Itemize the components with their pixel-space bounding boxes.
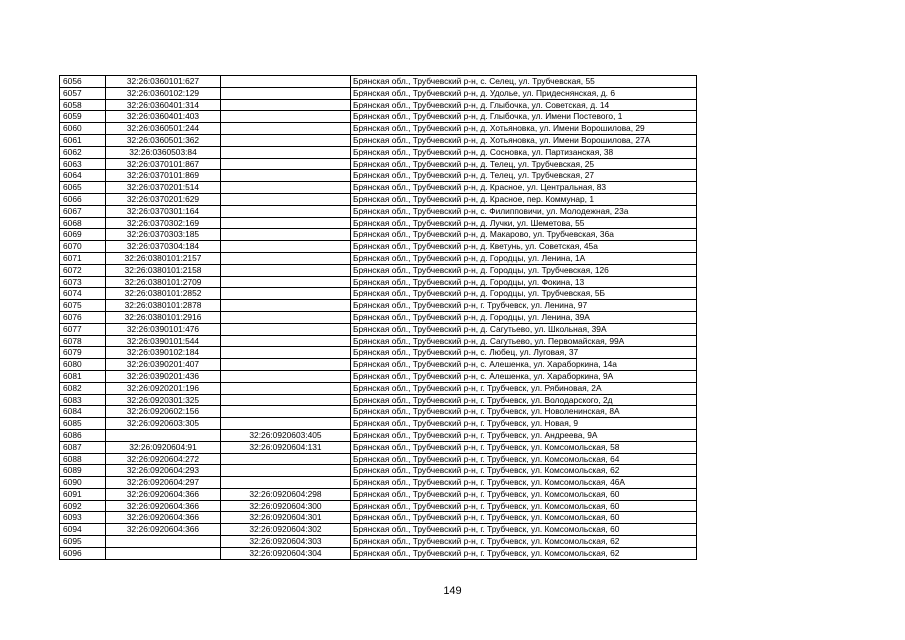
- address-cell: Брянская обл., Трубчевский р-н, г. Трубчевск, ул. Комсомольская, 62: [351, 536, 697, 548]
- related-cadastral-number-cell: [221, 300, 351, 312]
- property-table: [59, 75, 697, 560]
- address-cell: Брянская обл., Трубчевский р-н, с. Селец, ул. Трубчевская, 55: [351, 76, 697, 88]
- address-cell: Брянская обл., Трубчевский р-н, д. Удолье, ул. Придеснянская, д. 6: [351, 87, 697, 99]
- table-row: [60, 536, 697, 548]
- row-number-cell: 6089: [60, 465, 106, 477]
- related-cadastral-number-cell: [221, 276, 351, 288]
- table-row: [60, 146, 697, 158]
- cadastral-number-cell: 32:26:0380101:2878: [106, 300, 221, 312]
- related-cadastral-number-cell: [221, 418, 351, 430]
- related-cadastral-number-cell: [221, 205, 351, 217]
- cadastral-number-cell: 32:26:0380101:2158: [106, 264, 221, 276]
- row-number-cell: 6085: [60, 418, 106, 430]
- table-row: [60, 99, 697, 111]
- table-row: [60, 382, 697, 394]
- cadastral-number-cell: 32:26:0920604:91: [106, 441, 221, 453]
- row-number-cell: 6071: [60, 252, 106, 264]
- cadastral-number-cell: 32:26:0360401:403: [106, 111, 221, 123]
- address-cell: Брянская обл., Трубчевский р-н, д. Телец, ул. Трубчевская, 25: [351, 158, 697, 170]
- address-cell: Брянская обл., Трубчевский р-н, д. Красное, ул. Центральная, 83: [351, 182, 697, 194]
- row-number-cell: 6074: [60, 288, 106, 300]
- related-cadastral-number-cell: [221, 394, 351, 406]
- related-cadastral-number-cell: [221, 146, 351, 158]
- cadastral-number-cell: 32:26:0920604:366: [106, 488, 221, 500]
- cadastral-number-cell: 32:26:0380101:2709: [106, 276, 221, 288]
- row-number-cell: 6058: [60, 99, 106, 111]
- row-number-cell: 6080: [60, 359, 106, 371]
- table-row: [60, 512, 697, 524]
- table-row: [60, 418, 697, 430]
- address-cell: Брянская обл., Трубчевский р-н, д. Городцы, ул. Фокина, 13: [351, 276, 697, 288]
- row-number-cell: 6068: [60, 217, 106, 229]
- cadastral-number-cell: 32:26:0370304:184: [106, 241, 221, 253]
- row-number-cell: 6059: [60, 111, 106, 123]
- row-number-cell: 6056: [60, 76, 106, 88]
- related-cadastral-number-cell: 32:26:0920604:304: [221, 547, 351, 559]
- table-row: [60, 500, 697, 512]
- related-cadastral-number-cell: 32:26:0920604:131: [221, 441, 351, 453]
- cadastral-number-cell: 32:26:0390201:407: [106, 359, 221, 371]
- row-number-cell: 6092: [60, 500, 106, 512]
- address-cell: Брянская обл., Трубчевский р-н, д. Городцы, ул. Ленина, 39А: [351, 311, 697, 323]
- address-cell: Брянская обл., Трубчевский р-н, г. Трубчевск, ул. Комсомольская, 62: [351, 547, 697, 559]
- address-cell: Брянская обл., Трубчевский р-н, д. Хотьяновка, ул. Имени Ворошилова, 27А: [351, 134, 697, 146]
- related-cadastral-number-cell: [221, 323, 351, 335]
- cadastral-number-cell: 32:26:0380101:2852: [106, 288, 221, 300]
- table-row: [60, 359, 697, 371]
- row-number-cell: 6077: [60, 323, 106, 335]
- property-table-body: [60, 76, 697, 560]
- related-cadastral-number-cell: [221, 182, 351, 194]
- row-number-cell: 6078: [60, 335, 106, 347]
- related-cadastral-number-cell: [221, 229, 351, 241]
- table-row: [60, 347, 697, 359]
- address-cell: Брянская обл., Трубчевский р-н, д. Городцы, ул. Ленина, 1А: [351, 252, 697, 264]
- row-number-cell: 6057: [60, 87, 106, 99]
- table-row: [60, 453, 697, 465]
- row-number-cell: 6075: [60, 300, 106, 312]
- table-row: [60, 323, 697, 335]
- table-row: [60, 370, 697, 382]
- related-cadastral-number-cell: [221, 217, 351, 229]
- table-row: [60, 524, 697, 536]
- table-row: [60, 123, 697, 135]
- row-number-cell: 6079: [60, 347, 106, 359]
- address-cell: Брянская обл., Трубчевский р-н, г. Трубчевск, ул. Комсомольская, 60: [351, 488, 697, 500]
- address-cell: Брянская обл., Трубчевский р-н, г. Трубчевск, ул. Комсомольская, 62: [351, 465, 697, 477]
- table-row: [60, 229, 697, 241]
- row-number-cell: 6086: [60, 429, 106, 441]
- cadastral-number-cell: [106, 536, 221, 548]
- row-number-cell: 6096: [60, 547, 106, 559]
- table-row: [60, 158, 697, 170]
- row-number-cell: 6082: [60, 382, 106, 394]
- related-cadastral-number-cell: [221, 158, 351, 170]
- table-row: [60, 488, 697, 500]
- row-number-cell: 6091: [60, 488, 106, 500]
- table-row: [60, 465, 697, 477]
- table-row: [60, 300, 697, 312]
- address-cell: Брянская обл., Трубчевский р-н, г. Трубчевск, ул. Новая, 9: [351, 418, 697, 430]
- address-cell: Брянская обл., Трубчевский р-н, д. Городцы, ул. Трубчевская, 5Б: [351, 288, 697, 300]
- related-cadastral-number-cell: [221, 134, 351, 146]
- row-number-cell: 6084: [60, 406, 106, 418]
- related-cadastral-number-cell: [221, 453, 351, 465]
- address-cell: Брянская обл., Трубчевский р-н, г. Трубчевск, ул. Новоленинская, 8А: [351, 406, 697, 418]
- cadastral-number-cell: 32:26:0370101:869: [106, 170, 221, 182]
- cadastral-number-cell: 32:26:0390102:184: [106, 347, 221, 359]
- row-number-cell: 6083: [60, 394, 106, 406]
- row-number-cell: 6087: [60, 441, 106, 453]
- row-number-cell: 6088: [60, 453, 106, 465]
- related-cadastral-number-cell: [221, 406, 351, 418]
- related-cadastral-number-cell: [221, 111, 351, 123]
- related-cadastral-number-cell: [221, 193, 351, 205]
- cadastral-number-cell: [106, 429, 221, 441]
- address-cell: Брянская обл., Трубчевский р-н, с. Алешенка, ул. Хараборкина, 14а: [351, 359, 697, 371]
- cadastral-number-cell: 32:26:0920604:293: [106, 465, 221, 477]
- table-row: [60, 111, 697, 123]
- related-cadastral-number-cell: [221, 347, 351, 359]
- address-cell: Брянская обл., Трубчевский р-н, с. Любец, ул. Луговая, 37: [351, 347, 697, 359]
- address-cell: Брянская обл., Трубчевский р-н, д. Сосновка, ул. Партизанская, 38: [351, 146, 697, 158]
- row-number-cell: 6063: [60, 158, 106, 170]
- address-cell: Брянская обл., Трубчевский р-н, с. Филипповичи, ул. Молодежная, 23а: [351, 205, 697, 217]
- address-cell: Брянская обл., Трубчевский р-н, г. Трубчевск, ул. Володарского, 2д: [351, 394, 697, 406]
- address-cell: Брянская обл., Трубчевский р-н, д. Лучки, ул. Шеметова, 55: [351, 217, 697, 229]
- related-cadastral-number-cell: [221, 477, 351, 489]
- table-row: [60, 441, 697, 453]
- cadastral-number-cell: 32:26:0360501:362: [106, 134, 221, 146]
- row-number-cell: 6076: [60, 311, 106, 323]
- address-cell: Брянская обл., Трубчевский р-н, г. Трубчевск, ул. Комсомольская, 58: [351, 441, 697, 453]
- cadastral-number-cell: 32:26:0920604:366: [106, 500, 221, 512]
- cadastral-number-cell: 32:26:0920301:325: [106, 394, 221, 406]
- table-row: [60, 241, 697, 253]
- cadastral-number-cell: 32:26:0920604:297: [106, 477, 221, 489]
- related-cadastral-number-cell: [221, 359, 351, 371]
- address-cell: Брянская обл., Трубчевский р-н, г. Трубчевск, ул. Комсомольская, 64: [351, 453, 697, 465]
- cadastral-number-cell: 32:26:0380101:2157: [106, 252, 221, 264]
- table-row: [60, 264, 697, 276]
- table-row: [60, 394, 697, 406]
- cadastral-number-cell: 32:26:0370101:867: [106, 158, 221, 170]
- cadastral-number-cell: 32:26:0370303:185: [106, 229, 221, 241]
- cadastral-number-cell: 32:26:0380101:2916: [106, 311, 221, 323]
- address-cell: Брянская обл., Трубчевский р-н, д. Кветунь, ул. Советская, 45а: [351, 241, 697, 253]
- table-row: [60, 547, 697, 559]
- address-cell: Брянская обл., Трубчевский р-н, г. Трубчевск, ул. Комсомольская, 46А: [351, 477, 697, 489]
- related-cadastral-number-cell: 32:26:0920604:301: [221, 512, 351, 524]
- cadastral-number-cell: 32:26:0390101:544: [106, 335, 221, 347]
- row-number-cell: 6066: [60, 193, 106, 205]
- row-number-cell: 6095: [60, 536, 106, 548]
- address-cell: Брянская обл., Трубчевский р-н, г. Трубчевск, ул. Рябиновая, 2А: [351, 382, 697, 394]
- address-cell: Брянская обл., Трубчевский р-н, д. Хотьяновка, ул. Имени Ворошилова, 29: [351, 123, 697, 135]
- related-cadastral-number-cell: 32:26:0920604:298: [221, 488, 351, 500]
- row-number-cell: 6081: [60, 370, 106, 382]
- address-cell: Брянская обл., Трубчевский р-н, д. Сагутьево, ул. Школьная, 39А: [351, 323, 697, 335]
- row-number-cell: 6070: [60, 241, 106, 253]
- row-number-cell: 6067: [60, 205, 106, 217]
- cadastral-number-cell: 32:26:0920604:272: [106, 453, 221, 465]
- address-cell: Брянская обл., Трубчевский р-н, г. Трубчевск, ул. Ленина, 97: [351, 300, 697, 312]
- cadastral-number-cell: 32:26:0920604:366: [106, 524, 221, 536]
- address-cell: Брянская обл., Трубчевский р-н, д. Глыбочка, ул. Советская, д. 14: [351, 99, 697, 111]
- row-number-cell: 6062: [60, 146, 106, 158]
- table-row: [60, 87, 697, 99]
- row-number-cell: 6072: [60, 264, 106, 276]
- table-row: [60, 335, 697, 347]
- address-cell: Брянская обл., Трубчевский р-н, д. Сагутьево, ул. Первомайская, 99А: [351, 335, 697, 347]
- row-number-cell: 6060: [60, 123, 106, 135]
- address-cell: Брянская обл., Трубчевский р-н, д. Глыбочка, ул. Имени Постевого, 1: [351, 111, 697, 123]
- table-row: [60, 217, 697, 229]
- related-cadastral-number-cell: 32:26:0920603:405: [221, 429, 351, 441]
- cadastral-number-cell: 32:26:0360101:627: [106, 76, 221, 88]
- table-row: [60, 182, 697, 194]
- cadastral-number-cell: 32:26:0920602:156: [106, 406, 221, 418]
- page-number: 149: [443, 585, 462, 597]
- cadastral-number-cell: [106, 547, 221, 559]
- related-cadastral-number-cell: [221, 123, 351, 135]
- table-row: [60, 193, 697, 205]
- table-row: [60, 311, 697, 323]
- address-cell: Брянская обл., Трубчевский р-н, д. Телец, ул. Трубчевская, 27: [351, 170, 697, 182]
- related-cadastral-number-cell: 32:26:0920604:302: [221, 524, 351, 536]
- address-cell: Брянская обл., Трубчевский р-н, г. Трубчевск, ул. Комсомольская, 60: [351, 524, 697, 536]
- related-cadastral-number-cell: [221, 288, 351, 300]
- cadastral-number-cell: 32:26:0920201:196: [106, 382, 221, 394]
- cadastral-number-cell: 32:26:0920604:366: [106, 512, 221, 524]
- address-cell: Брянская обл., Трубчевский р-н, д. Красное, пер. Коммунар, 1: [351, 193, 697, 205]
- table-row: [60, 429, 697, 441]
- related-cadastral-number-cell: [221, 335, 351, 347]
- related-cadastral-number-cell: [221, 76, 351, 88]
- address-cell: Брянская обл., Трубчевский р-н, г. Трубчевск, ул. Комсомольская, 60: [351, 500, 697, 512]
- address-cell: Брянская обл., Трубчевский р-н, г. Трубчевск, ул. Андреева, 9А: [351, 429, 697, 441]
- cadastral-number-cell: 32:26:0370301:164: [106, 205, 221, 217]
- related-cadastral-number-cell: [221, 252, 351, 264]
- row-number-cell: 6061: [60, 134, 106, 146]
- row-number-cell: 6093: [60, 512, 106, 524]
- table-row: [60, 205, 697, 217]
- row-number-cell: 6065: [60, 182, 106, 194]
- related-cadastral-number-cell: [221, 170, 351, 182]
- row-number-cell: 6090: [60, 477, 106, 489]
- address-cell: Брянская обл., Трубчевский р-н, д. Макарово, ул. Трубчевская, 36а: [351, 229, 697, 241]
- cadastral-number-cell: 32:26:0920603:305: [106, 418, 221, 430]
- row-number-cell: 6073: [60, 276, 106, 288]
- cadastral-number-cell: 32:26:0390101:476: [106, 323, 221, 335]
- address-cell: Брянская обл., Трубчевский р-н, с. Алешенка, ул. Хараборкина, 9А: [351, 370, 697, 382]
- table-row: [60, 288, 697, 300]
- row-number-cell: 6069: [60, 229, 106, 241]
- row-number-cell: 6094: [60, 524, 106, 536]
- row-number-cell: 6064: [60, 170, 106, 182]
- cadastral-number-cell: 32:26:0360503:84: [106, 146, 221, 158]
- cadastral-number-cell: 32:26:0370201:514: [106, 182, 221, 194]
- table-row: [60, 406, 697, 418]
- related-cadastral-number-cell: 32:26:0920604:300: [221, 500, 351, 512]
- table-row: [60, 170, 697, 182]
- address-cell: Брянская обл., Трубчевский р-н, г. Трубчевск, ул. Комсомольская, 60: [351, 512, 697, 524]
- address-cell: Брянская обл., Трубчевский р-н, д. Городцы, ул. Трубчевская, 126: [351, 264, 697, 276]
- cadastral-number-cell: 32:26:0370302:169: [106, 217, 221, 229]
- related-cadastral-number-cell: 32:26:0920604:303: [221, 536, 351, 548]
- table-row: [60, 477, 697, 489]
- related-cadastral-number-cell: [221, 382, 351, 394]
- cadastral-number-cell: 32:26:0360401:314: [106, 99, 221, 111]
- related-cadastral-number-cell: [221, 311, 351, 323]
- related-cadastral-number-cell: [221, 465, 351, 477]
- related-cadastral-number-cell: [221, 87, 351, 99]
- related-cadastral-number-cell: [221, 370, 351, 382]
- table-row: [60, 134, 697, 146]
- related-cadastral-number-cell: [221, 241, 351, 253]
- related-cadastral-number-cell: [221, 99, 351, 111]
- table-row: [60, 252, 697, 264]
- cadastral-number-cell: 32:26:0360102:129: [106, 87, 221, 99]
- table-row: [60, 276, 697, 288]
- cadastral-number-cell: 32:26:0390201:436: [106, 370, 221, 382]
- table-row: [60, 76, 697, 88]
- related-cadastral-number-cell: [221, 264, 351, 276]
- cadastral-number-cell: 32:26:0360501:244: [106, 123, 221, 135]
- cadastral-number-cell: 32:26:0370201:629: [106, 193, 221, 205]
